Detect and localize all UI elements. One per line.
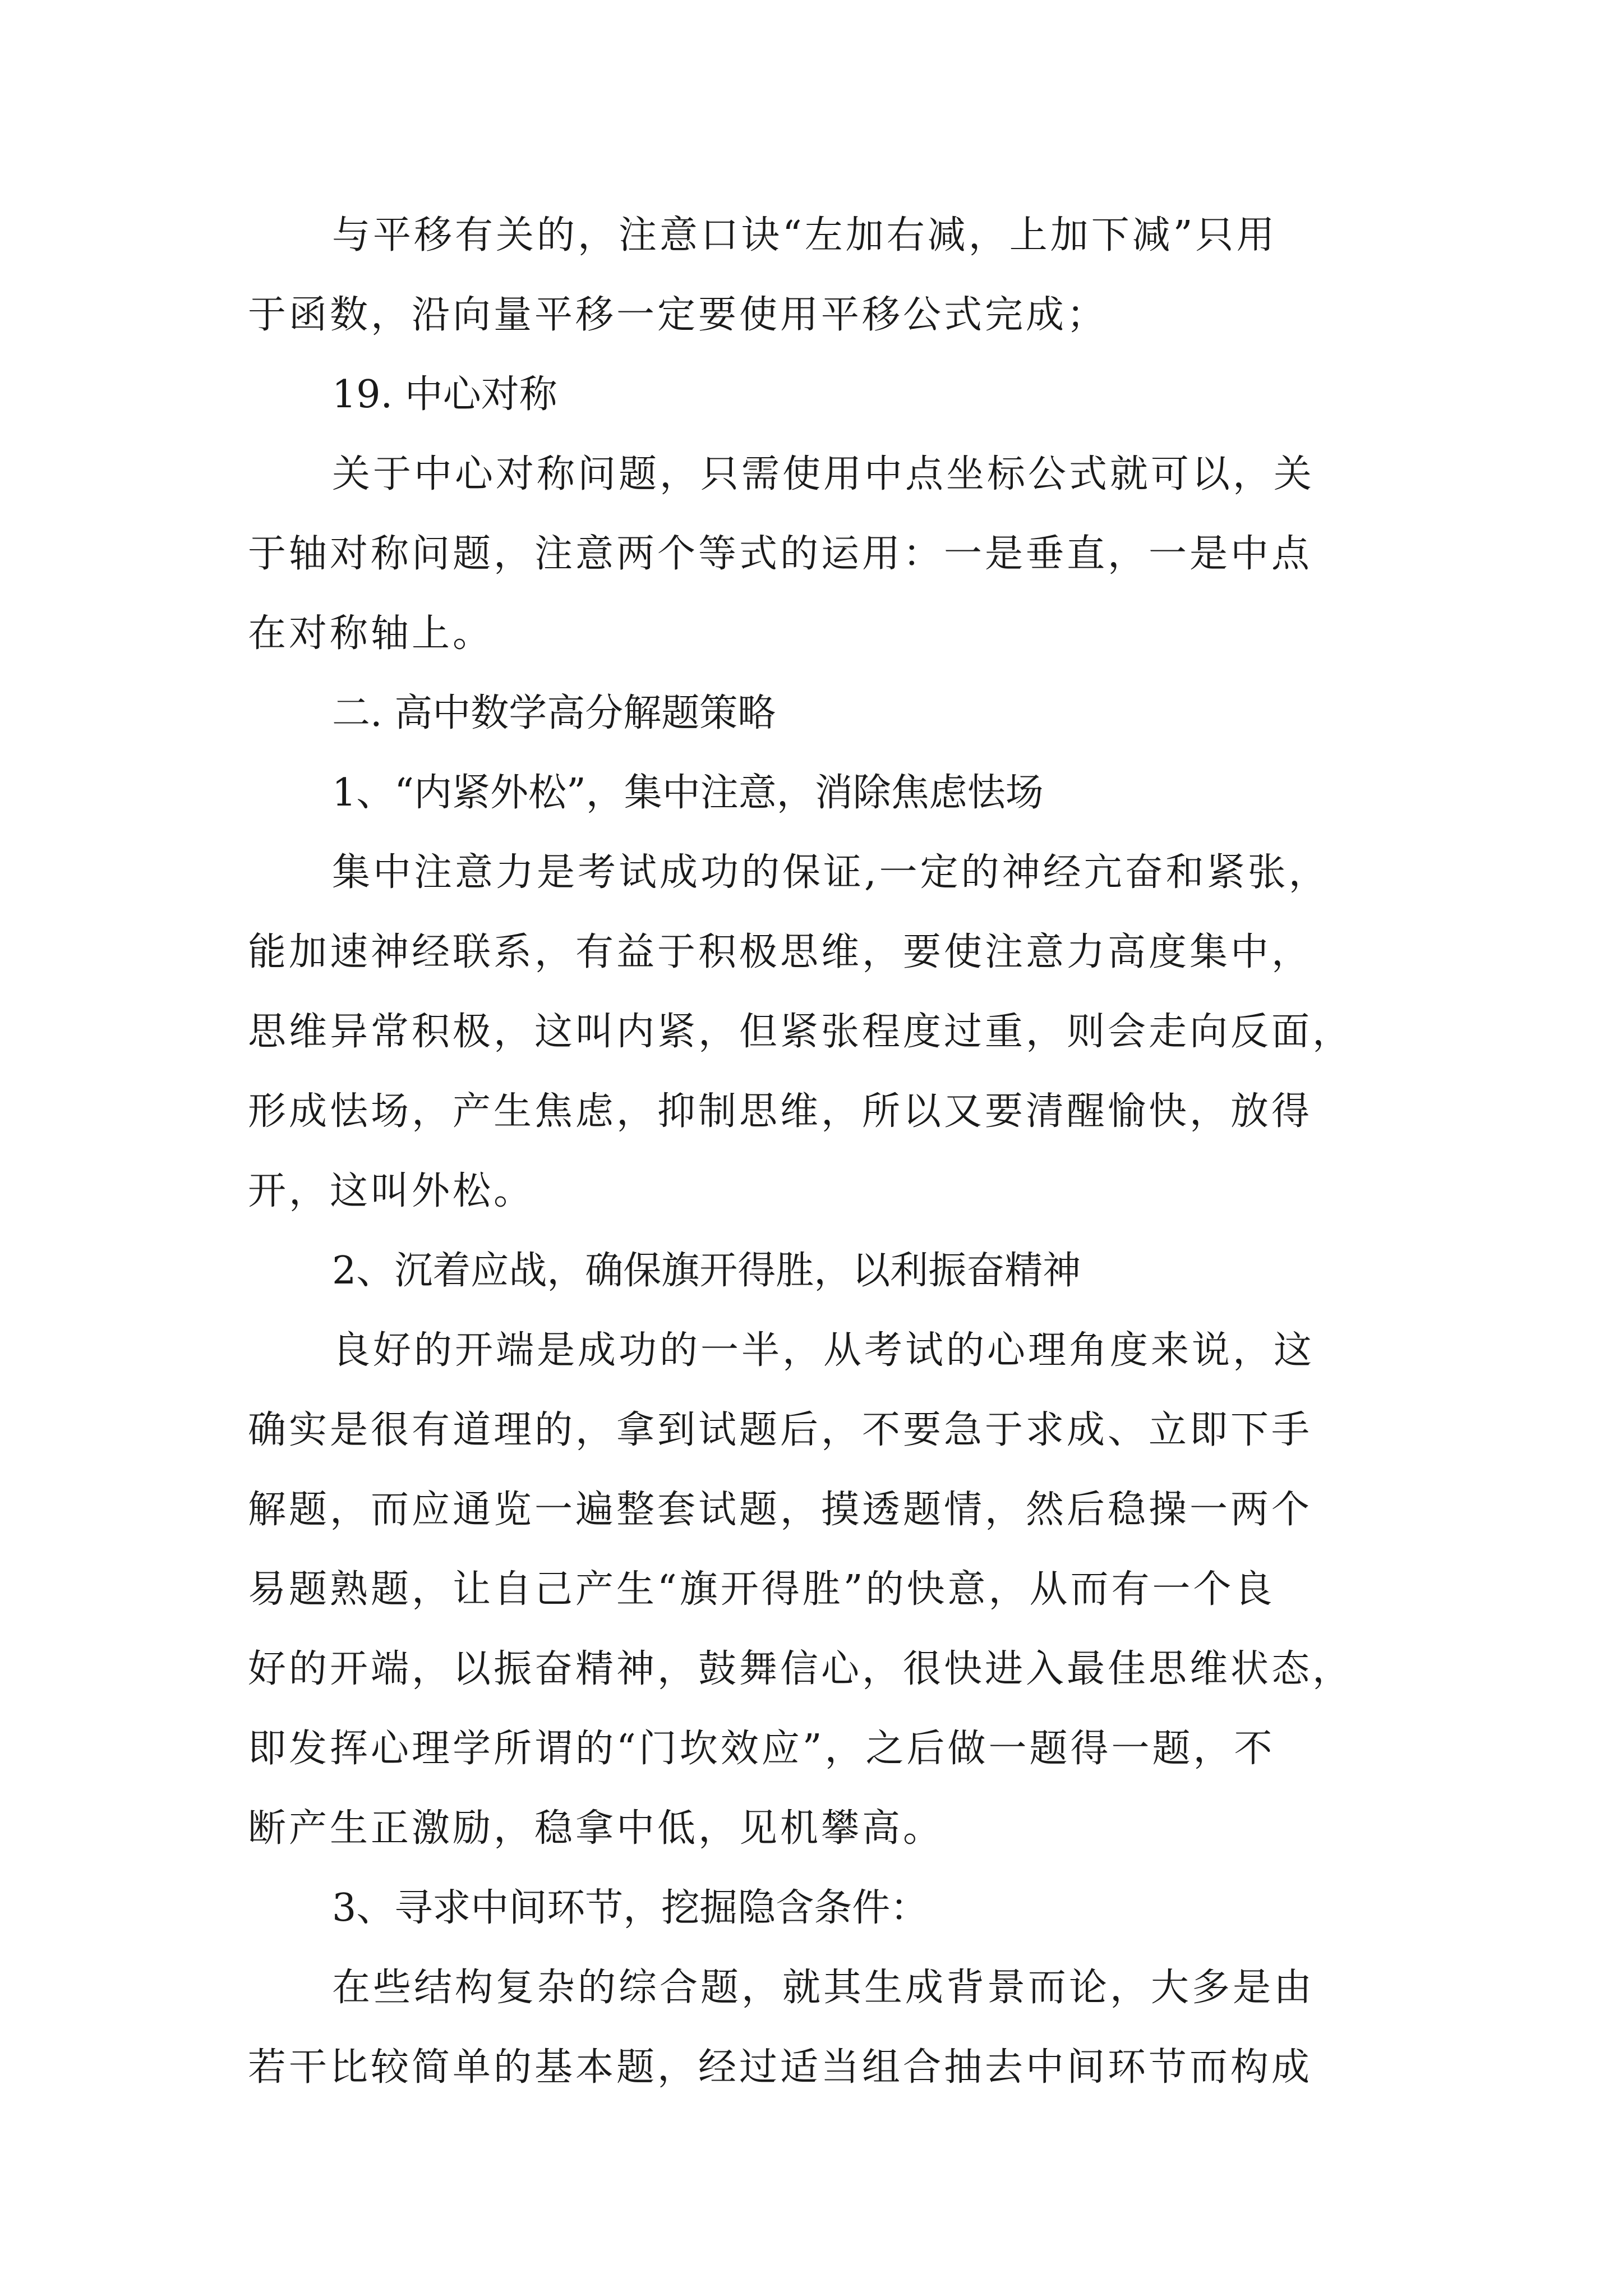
section-heading-19: 19. 中心对称 — [332, 372, 557, 417]
text-line-17: 解题，而应通览一遍整套试题，摸透题情，然后稳操一两个 — [248, 1488, 1313, 1532]
text-line-2: 于函数，沿向量平移一定要使用平移公式完成； — [248, 293, 1108, 337]
text-line-9: 集中注意力是考试成功的保证,一定的神经亢奋和紧张， — [332, 850, 1330, 895]
text-line-6: 在对称轴上。 — [248, 611, 494, 656]
text-line-12: 形成怯场，产生焦虑，抑制思维，所以又要清醒愉快，放得 — [248, 1089, 1313, 1134]
text-line-11: 思维异常积极，这叫内紧，但紧张程度过重，则会走向反面， — [248, 1010, 1354, 1054]
subheading-2: 2、沉着应战，确保旗开得胜，以利振奋精神 — [332, 1249, 1081, 1293]
text-line-21: 断产生正激励，稳拿中低，见机攀高。 — [248, 1806, 944, 1851]
text-line-20: 即发挥心理学所谓的“门坎效应”，之后做一题得一题，不 — [248, 1727, 1275, 1771]
text-line-15: 良好的开端是成功的一半，从考试的心理角度来说，这 — [332, 1328, 1315, 1373]
text-line-5: 于轴对称问题，注意两个等式的运用：一是垂直，一是中点 — [248, 532, 1313, 576]
text-line-1: 与平移有关的，注意口诀“左加右减，上加下减”只用 — [332, 213, 1278, 257]
text-line-18: 易题熟题，让自己产生“旗开得胜”的快意，从而有一个良 — [248, 1567, 1275, 1612]
subheading-3: 3、寻求中间环节，挖掘隐含条件： — [332, 1886, 929, 1930]
subheading-1: 1、“内紧外松”，集中注意，消除焦虑怯场 — [332, 771, 1044, 815]
text-line-23: 在些结构复杂的综合题，就其生成背景而论，大多是由 — [332, 1966, 1315, 2010]
section-heading-2: 二. 高中数学高分解题策略 — [332, 691, 776, 735]
text-line-16: 确实是很有道理的，拿到试题后，不要急于求成、立即下手 — [248, 1408, 1313, 1452]
text-line-13: 开，这叫外松。 — [248, 1169, 535, 1213]
text-line-24: 若干比较简单的基本题，经过适当组合抽去中间环节而构成 — [248, 2045, 1313, 2090]
text-line-10: 能加速神经联系，有益于积极思维，要使注意力高度集中， — [248, 930, 1313, 974]
text-line-19: 好的开端，以振奋精神，鼓舞信心，很快进入最佳思维状态， — [248, 1647, 1354, 1691]
text-line-4: 关于中心对称问题，只需使用中点坐标公式就可以，关 — [332, 452, 1315, 496]
